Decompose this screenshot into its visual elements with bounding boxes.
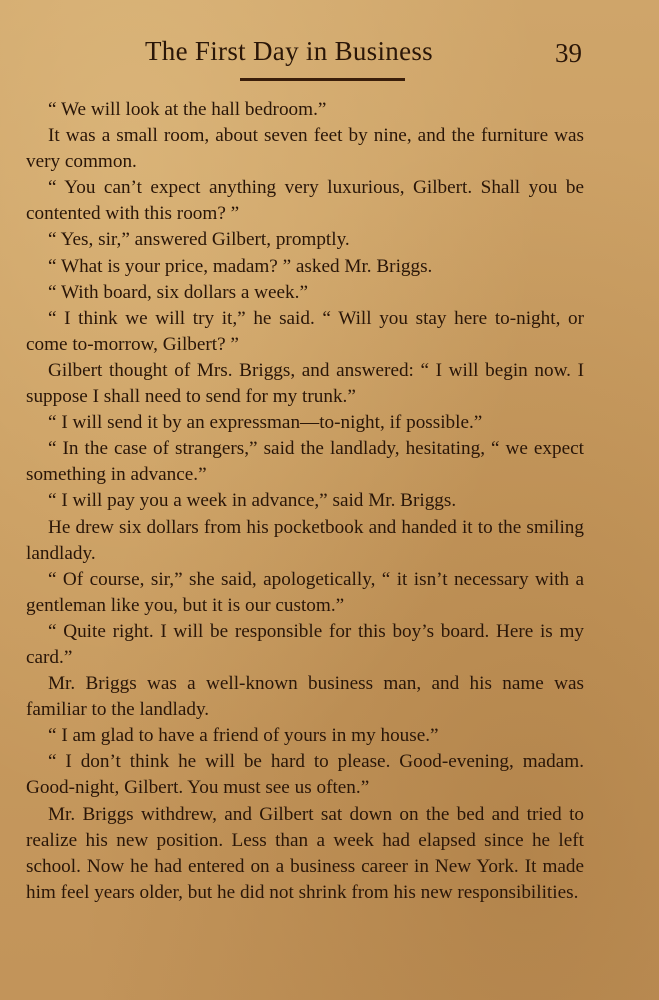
paragraph: “ I will pay you a week in advance,” said Mr. Briggs.	[48, 490, 457, 512]
header-rule	[240, 78, 405, 81]
running-title: The First Day in Business	[145, 36, 433, 66]
paragraph: “ With board, six dollars a week.”	[48, 281, 308, 303]
paragraph: “ I think we will try it,” he said. “ Will you stay here to-night, or come to-morrow, Gilbert? ”	[26, 307, 584, 355]
paragraph: “ You can’t expect anything very luxurious, Gilbert. Shall you be contented with this room? ”	[26, 177, 584, 225]
paragraph: Mr. Briggs was a well-known business man, and his name was familiar to the landlady.	[26, 673, 584, 721]
paragraph: Gilbert thought of Mrs. Briggs, and answered: “ I will begin now. I suppose I shall need to send for my trunk.”	[26, 359, 584, 408]
paragraph: “ I will send it by an expressman—to-night, if possible.”	[48, 412, 483, 434]
paragraph: It was a small room, about seven feet by nine, and the furniture was very common.	[26, 125, 584, 173]
paragraph: “ We will look at the hall bedroom.”	[48, 99, 327, 120]
paragraph: “ In the case of strangers,” said the landlady, hesitating, “ we expect something in advance.”	[26, 438, 584, 486]
paragraph: “ Yes, sir,” answered Gilbert, promptly.	[48, 229, 350, 251]
paragraph: He drew six dollars from his pocketbook and handed it to the smiling landlady.	[26, 516, 584, 564]
page-header	[0, 36, 659, 76]
paragraph: “ What is your price, madam? ” asked Mr. Briggs.	[48, 255, 433, 277]
body-text	[26, 97, 584, 906]
page-number: 39	[555, 38, 582, 68]
paragraph: “ I am glad to have a friend of yours in my house.”	[48, 725, 439, 747]
paragraph: “ I don’t think he will be hard to please. Good-evening, madam. Good-night, Gilbert. You must see us often.”	[26, 751, 584, 799]
paragraph: “ Quite right. I will be responsible for this boy’s board. Here is my card.”	[26, 620, 584, 668]
paragraph: Mr. Briggs withdrew, and Gilbert sat down on the bed and tried to realize his new position. Less than a week had elapsed since he left school. Now he had entered on a business career in New York. It made him feel years older, but he did not shrink from his new responsibilities.	[26, 803, 584, 903]
paragraph: “ Of course, sir,” she said, apologetically, “ it isn’t necessary with a gentleman like you, but it is our custom.”	[26, 568, 584, 616]
